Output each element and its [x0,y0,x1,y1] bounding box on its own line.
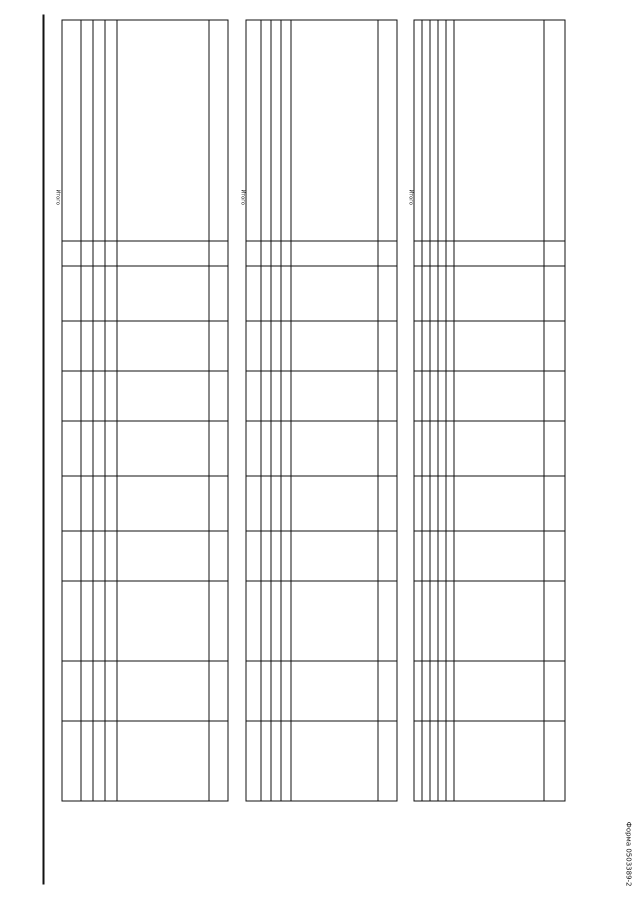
page-number: Форма 0503389-2 [624,821,633,887]
table-3 [62,20,229,802]
table-1 [414,20,566,802]
rotated-page [1,0,640,905]
total-label: Итого [239,189,246,205]
total-label: Итого [407,189,414,205]
bottom-border [43,15,45,885]
table-2 [246,20,398,802]
total-label: Итого [54,189,61,205]
